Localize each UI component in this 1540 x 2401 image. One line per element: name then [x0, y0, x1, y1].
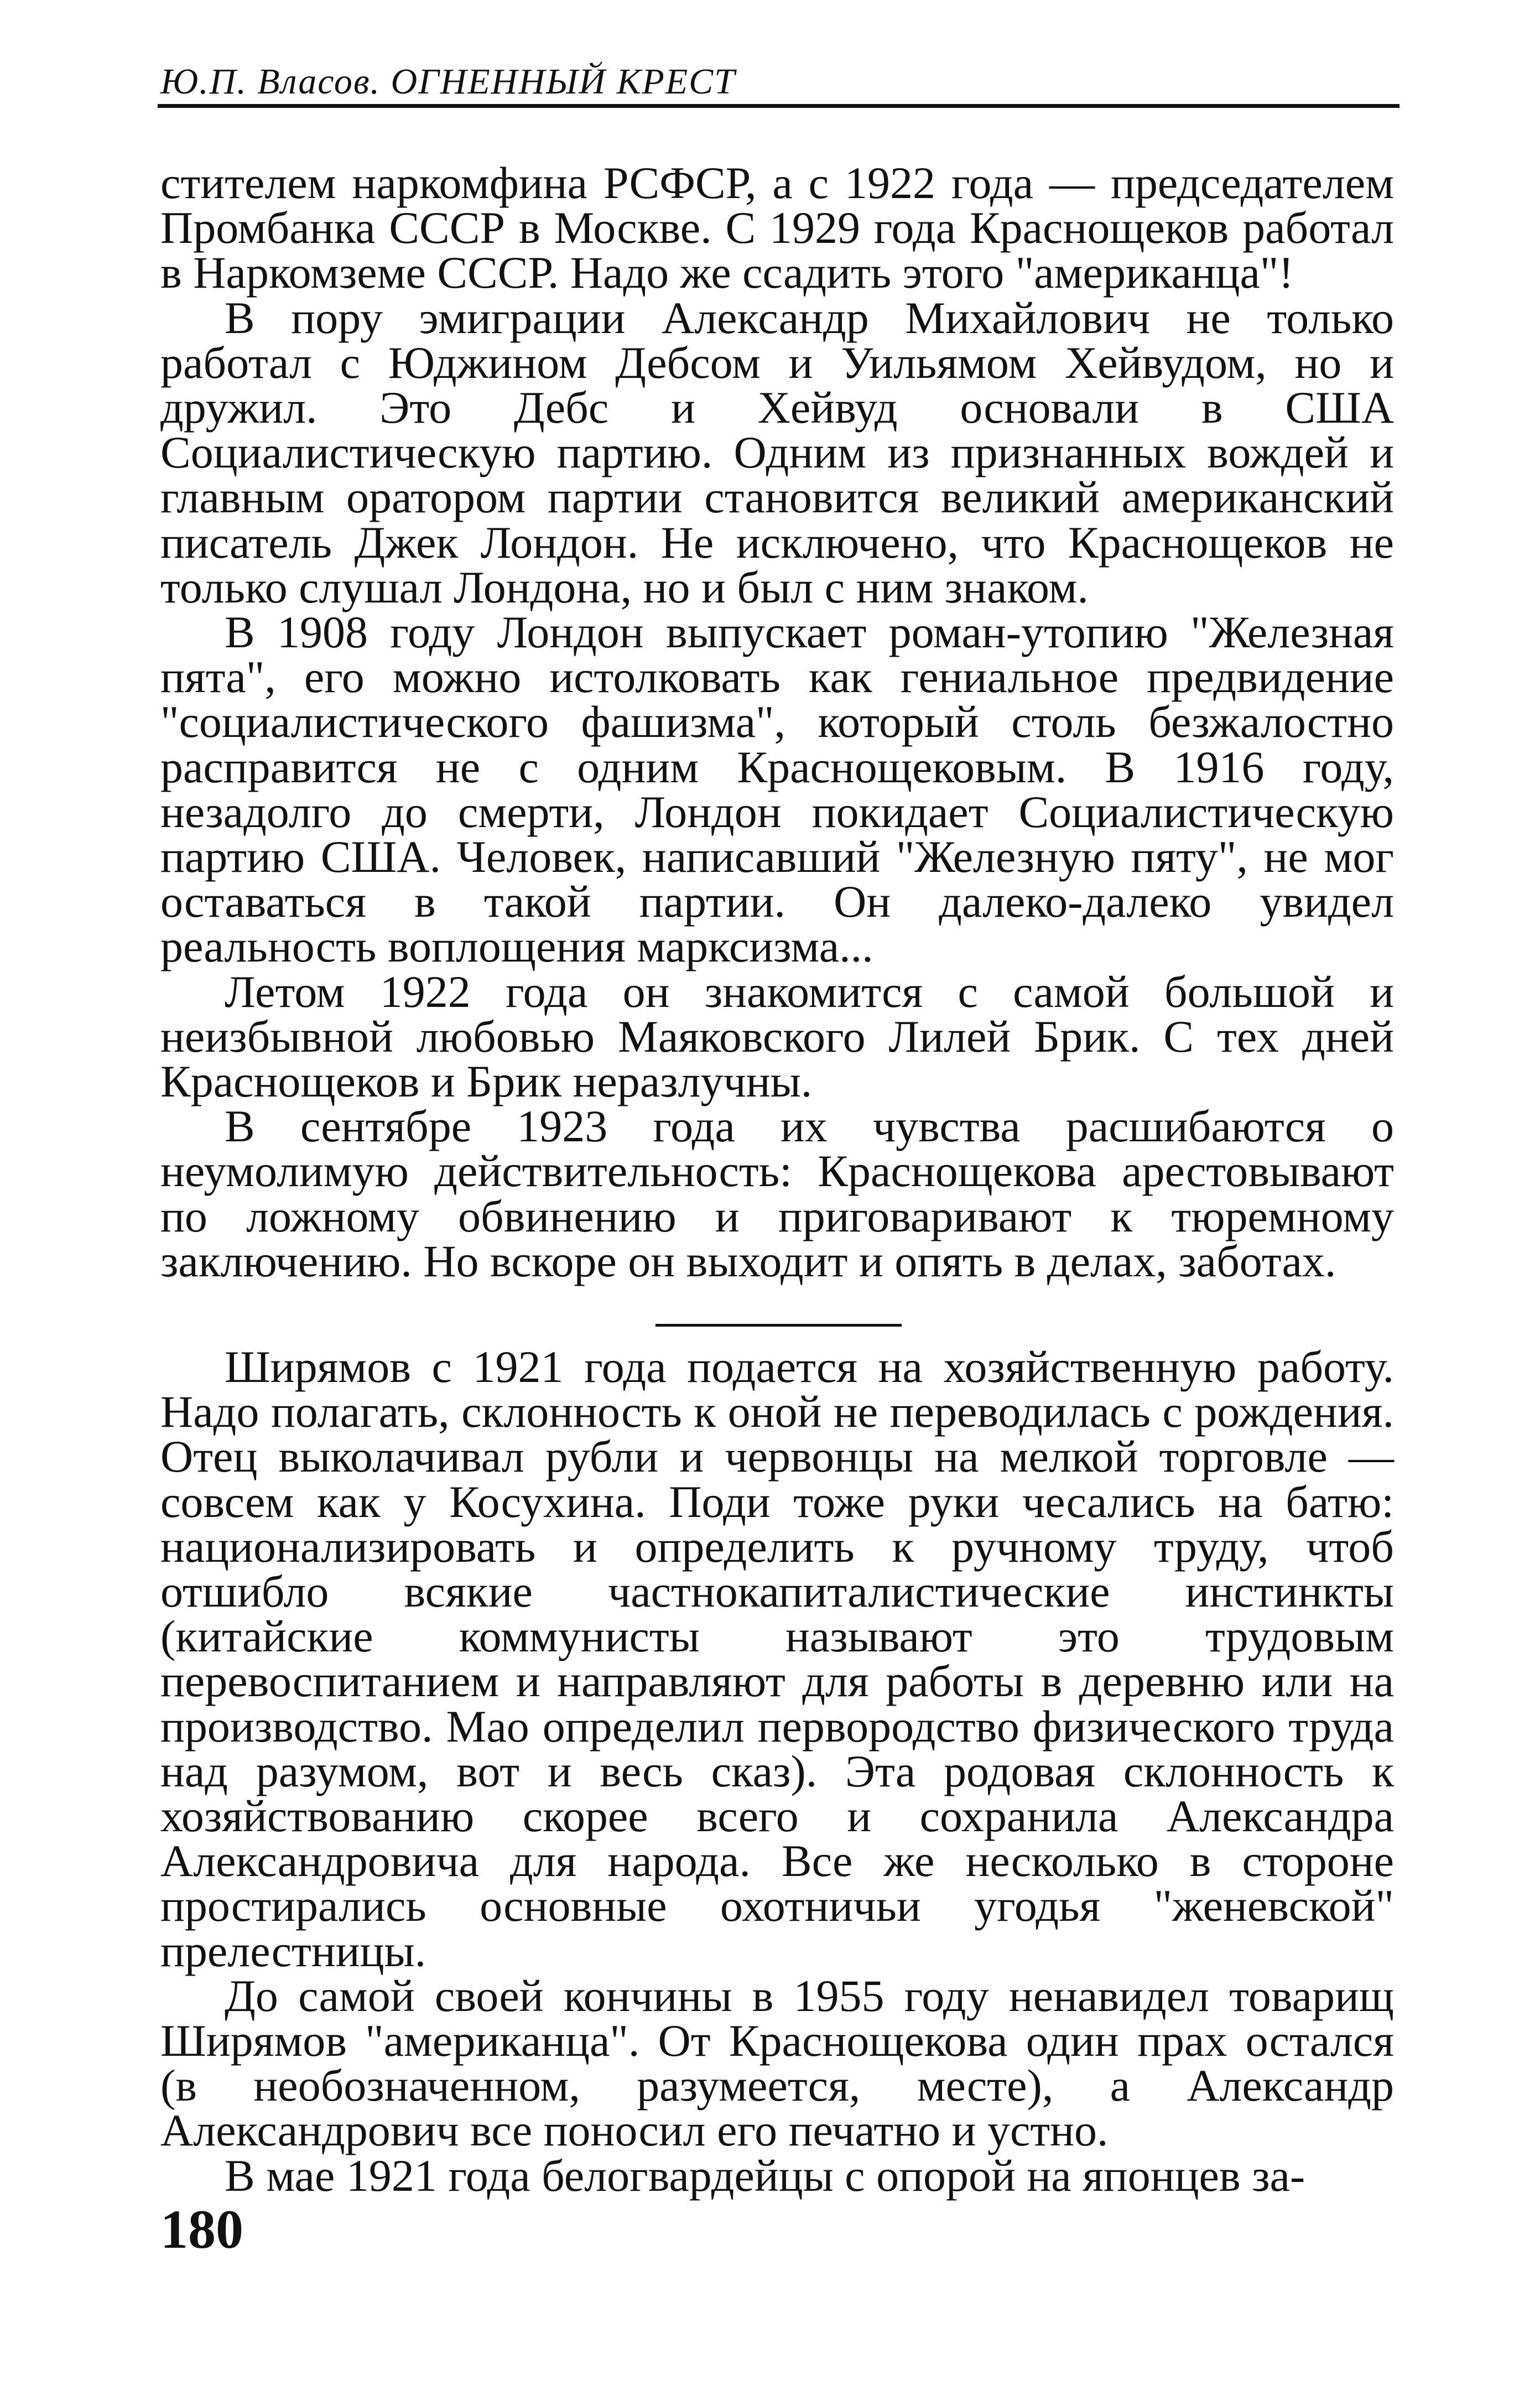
paragraph: стителем наркомфина РСФСР, а с 1922 года — председателем Промбанка СССР в Москве. С 1929 года Краснощеков работал в Наркомземе СССР. Надо же ссадить этого "американца"!	[160, 158, 1394, 298]
paragraph: В сентябре 1923 года их чувства расшибаются о неумолимую действительность: Краснощекова арестовывают по ложному обвинению и приговаривают к тюремному заключению. Но вскоре он выходит и опять в делах, заботах.	[160, 1101, 1394, 1286]
paragraph: В мае 1921 года белогвардейцы с опорой на японцев за-	[225, 2150, 1305, 2201]
text-section-2	[160, 1342, 1394, 2201]
paragraph: В пору эмиграции Александр Михайлович не только работал с Юджином Дебсом и Уильямом Хейвудом, но и дружил. Это Дебс и Хейвуд основали в США Социалистическую партию. Одним из признанных вождей и главным оратором партии становится великий американский писатель Джек Лондон. Не исключено, что Краснощеков не только слушал Лондона, но и был с ним знаком.	[160, 292, 1394, 612]
running-head: Ю.П. Власов. ОГНЕННЫЙ КРЕСТ	[160, 61, 736, 102]
text-section-1	[160, 158, 1394, 1286]
paragraph: Ширямов с 1921 года подается на хозяйственную работу. Надо полагать, склонность к оной не переводилась с рождения. Отец выколачивал рубли и червонцы на мелкой торговле — совсем как у Косухина. Поди тоже руки чесались на батю: национализировать и определить к ручному труду, чтоб отшибло всякие частнокапиталистические инстинкты (китайские коммунисты называют это трудовым перевоспитанием и направляют для работы в деревню или на производство. Мао определил первородство физического труда над разумом, вот и весь сказ). Эта родовая склонность к хозяйствованию скорее всего и сохранила Александра Александровича для народа. Все же несколько в стороне простирались основные охотничьи угодья "женевской" прелестницы.	[160, 1342, 1394, 1976]
section-divider	[655, 1324, 902, 1327]
paragraph: Летом 1922 года он знакомится с самой большой и неизбывной любовью Маяковского Лилей Брик. С тех дней Краснощеков и Брик неразлучны.	[160, 966, 1394, 1107]
page-number: 180	[160, 2199, 243, 2260]
header-rule	[158, 104, 1399, 108]
paragraph: До самой своей кончины в 1955 году ненавидел товарищ Ширямов "американца". От Краснощекова один прах остался (в необозначенном, разумеется, месте), а Александр Александрович все поносил его печатно и устно.	[160, 1970, 1394, 2156]
paragraph: В 1908 году Лондон выпускает роман-утопию "Железная пята", его можно истолковать как гениальное предвидение "социалистического фашизма", который столь безжалостно расправится не с одним Краснощековым. В 1916 году, незадолго до смерти, Лондон покидает Социалистическую партию США. Человек, написавший "Железную пяту", не мог оставаться в такой партии. Он далеко-далеко увидел реальность воплощения марксизма...	[160, 607, 1394, 972]
